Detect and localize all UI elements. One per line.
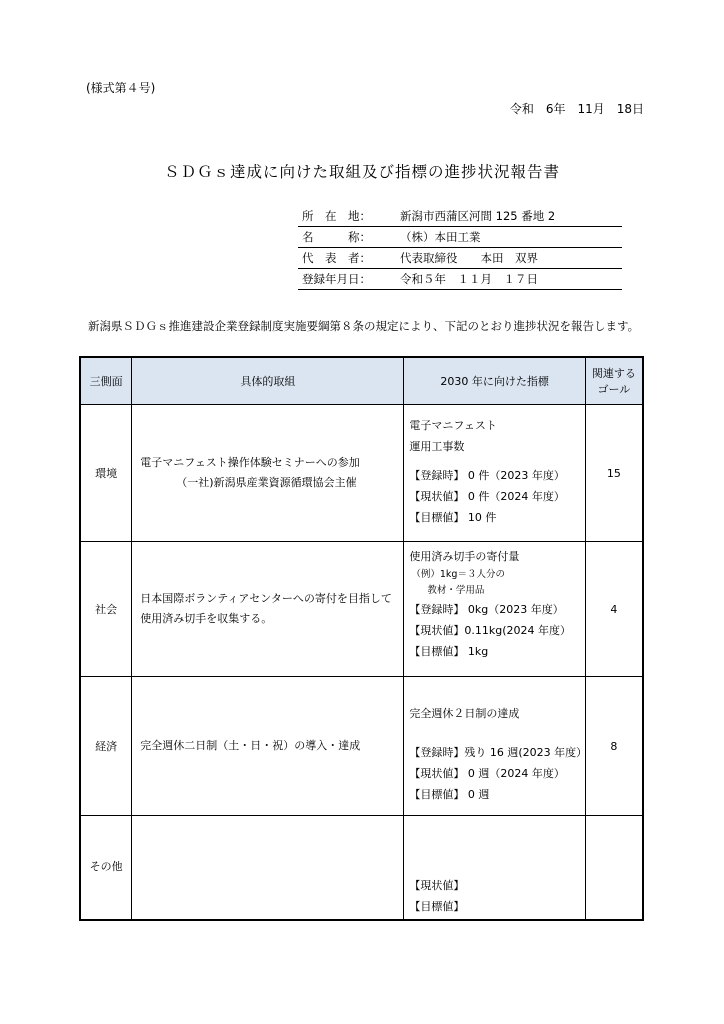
action-cell [132,405,404,542]
registration-date-label: 登録年月日： [302,272,371,286]
action-cell [132,816,404,920]
table-row-other [80,816,643,920]
progress-table [79,356,644,921]
aspect-cell: 経済 [80,677,132,816]
indicator-line: 【目標値】 [409,899,465,913]
indicator-line: 使用済み切手の寄付量 [409,550,520,563]
action-line: 使用済み切手を収集する。 [140,612,273,625]
action-line: 完全週休二日制（土・日・祝）の導入・達成 [140,739,361,752]
goal-cell: 4 [585,542,643,677]
indicator-line: 【登録時】残り 16 週(2023 年度） [409,746,588,759]
registration-date-row [298,269,622,290]
company-name-row [298,227,622,248]
registration-date-value: 令和５年 １１月 １７日 [400,272,538,286]
table-row-society [80,542,643,677]
indicator-line: 【目標値】 0 週 [409,788,490,801]
company-info [298,206,622,290]
indicator-line: 【現状値】 0 件（2024 年度） [409,490,565,503]
representative-label: 代 表 者： [302,251,371,265]
header-goal [585,357,643,405]
indicator-line: 【登録時】 0kg（2023 年度） [409,603,564,616]
name-label: 名 称： [302,230,371,244]
address-label: 所 在 地： [302,209,371,223]
action-line: 電子マニフェスト操作体験セミナーへの参加 [140,456,360,469]
action-cell [132,677,404,816]
indicator-line: 【目標値】 1kg [409,645,489,658]
header-aspect: 三側面 [80,357,132,405]
table-header-row [80,357,643,405]
indicator-line: 教材・学用品 [427,585,485,596]
representative-value: 代表取締役 本田 双界 [400,251,538,265]
table-row-environment [80,405,643,542]
action-cell [132,542,404,677]
indicator-line: 【現状値】0.11kg(2024 年度） [409,624,572,637]
indicator-line: 【目標値】 10 件 [409,511,497,524]
page-title: ＳＤＧｓ達成に向けた取組及び指標の進捗状況報告書 [163,163,560,181]
address-value: 新潟市西蒲区河間 125 番地 2 [400,209,556,223]
header-action: 具体的取組 [132,357,404,405]
representative-row [298,248,622,269]
table-row-economy [80,677,643,816]
indicator-line: 運用工事数 [409,440,465,453]
indicator-line: 完全週休２日制の達成 [409,707,520,720]
indicator-line: 【登録時】 0 件（2023 年度） [409,469,565,482]
action-line: 日本国際ボランティアセンターへの寄付を目指して [140,592,392,605]
indicator-cell [404,542,585,677]
header-goal-line1: 関連する [591,367,636,380]
intro-text: 新潟県ＳＤＧｓ推進建設企業登録制度実施要綱第８条の規定により、下記のとおり進捗状況を報告します。 [88,319,640,333]
action-line: （一社)新潟県産業資源循環協会主催 [176,476,357,489]
indicator-line: （例）1kg＝３人分の [411,569,505,580]
indicator-cell [404,816,585,920]
form-number: (様式第４号) [86,81,156,95]
header-goal-line2: ゴール [597,383,631,396]
indicator-cell [404,405,585,542]
indicator-line: 【現状値】 0 週（2024 年度） [409,767,565,780]
aspect-cell: 環境 [80,405,132,542]
aspect-cell: 社会 [80,542,132,677]
indicator-cell [404,677,588,816]
goal-cell: 8 [585,677,643,816]
header-indicator: 2030 年に向けた指標 [404,357,585,405]
report-date: 令和 6年 11月 18日 [509,102,644,116]
goal-cell [585,816,643,920]
company-address-row [298,206,622,227]
indicator-line: 電子マニフェスト [409,419,497,432]
goal-cell: 15 [585,405,643,542]
indicator-line: 【現状値】 [409,878,465,892]
name-value: （株）本田工業 [400,230,481,244]
aspect-cell: その他 [80,816,132,920]
